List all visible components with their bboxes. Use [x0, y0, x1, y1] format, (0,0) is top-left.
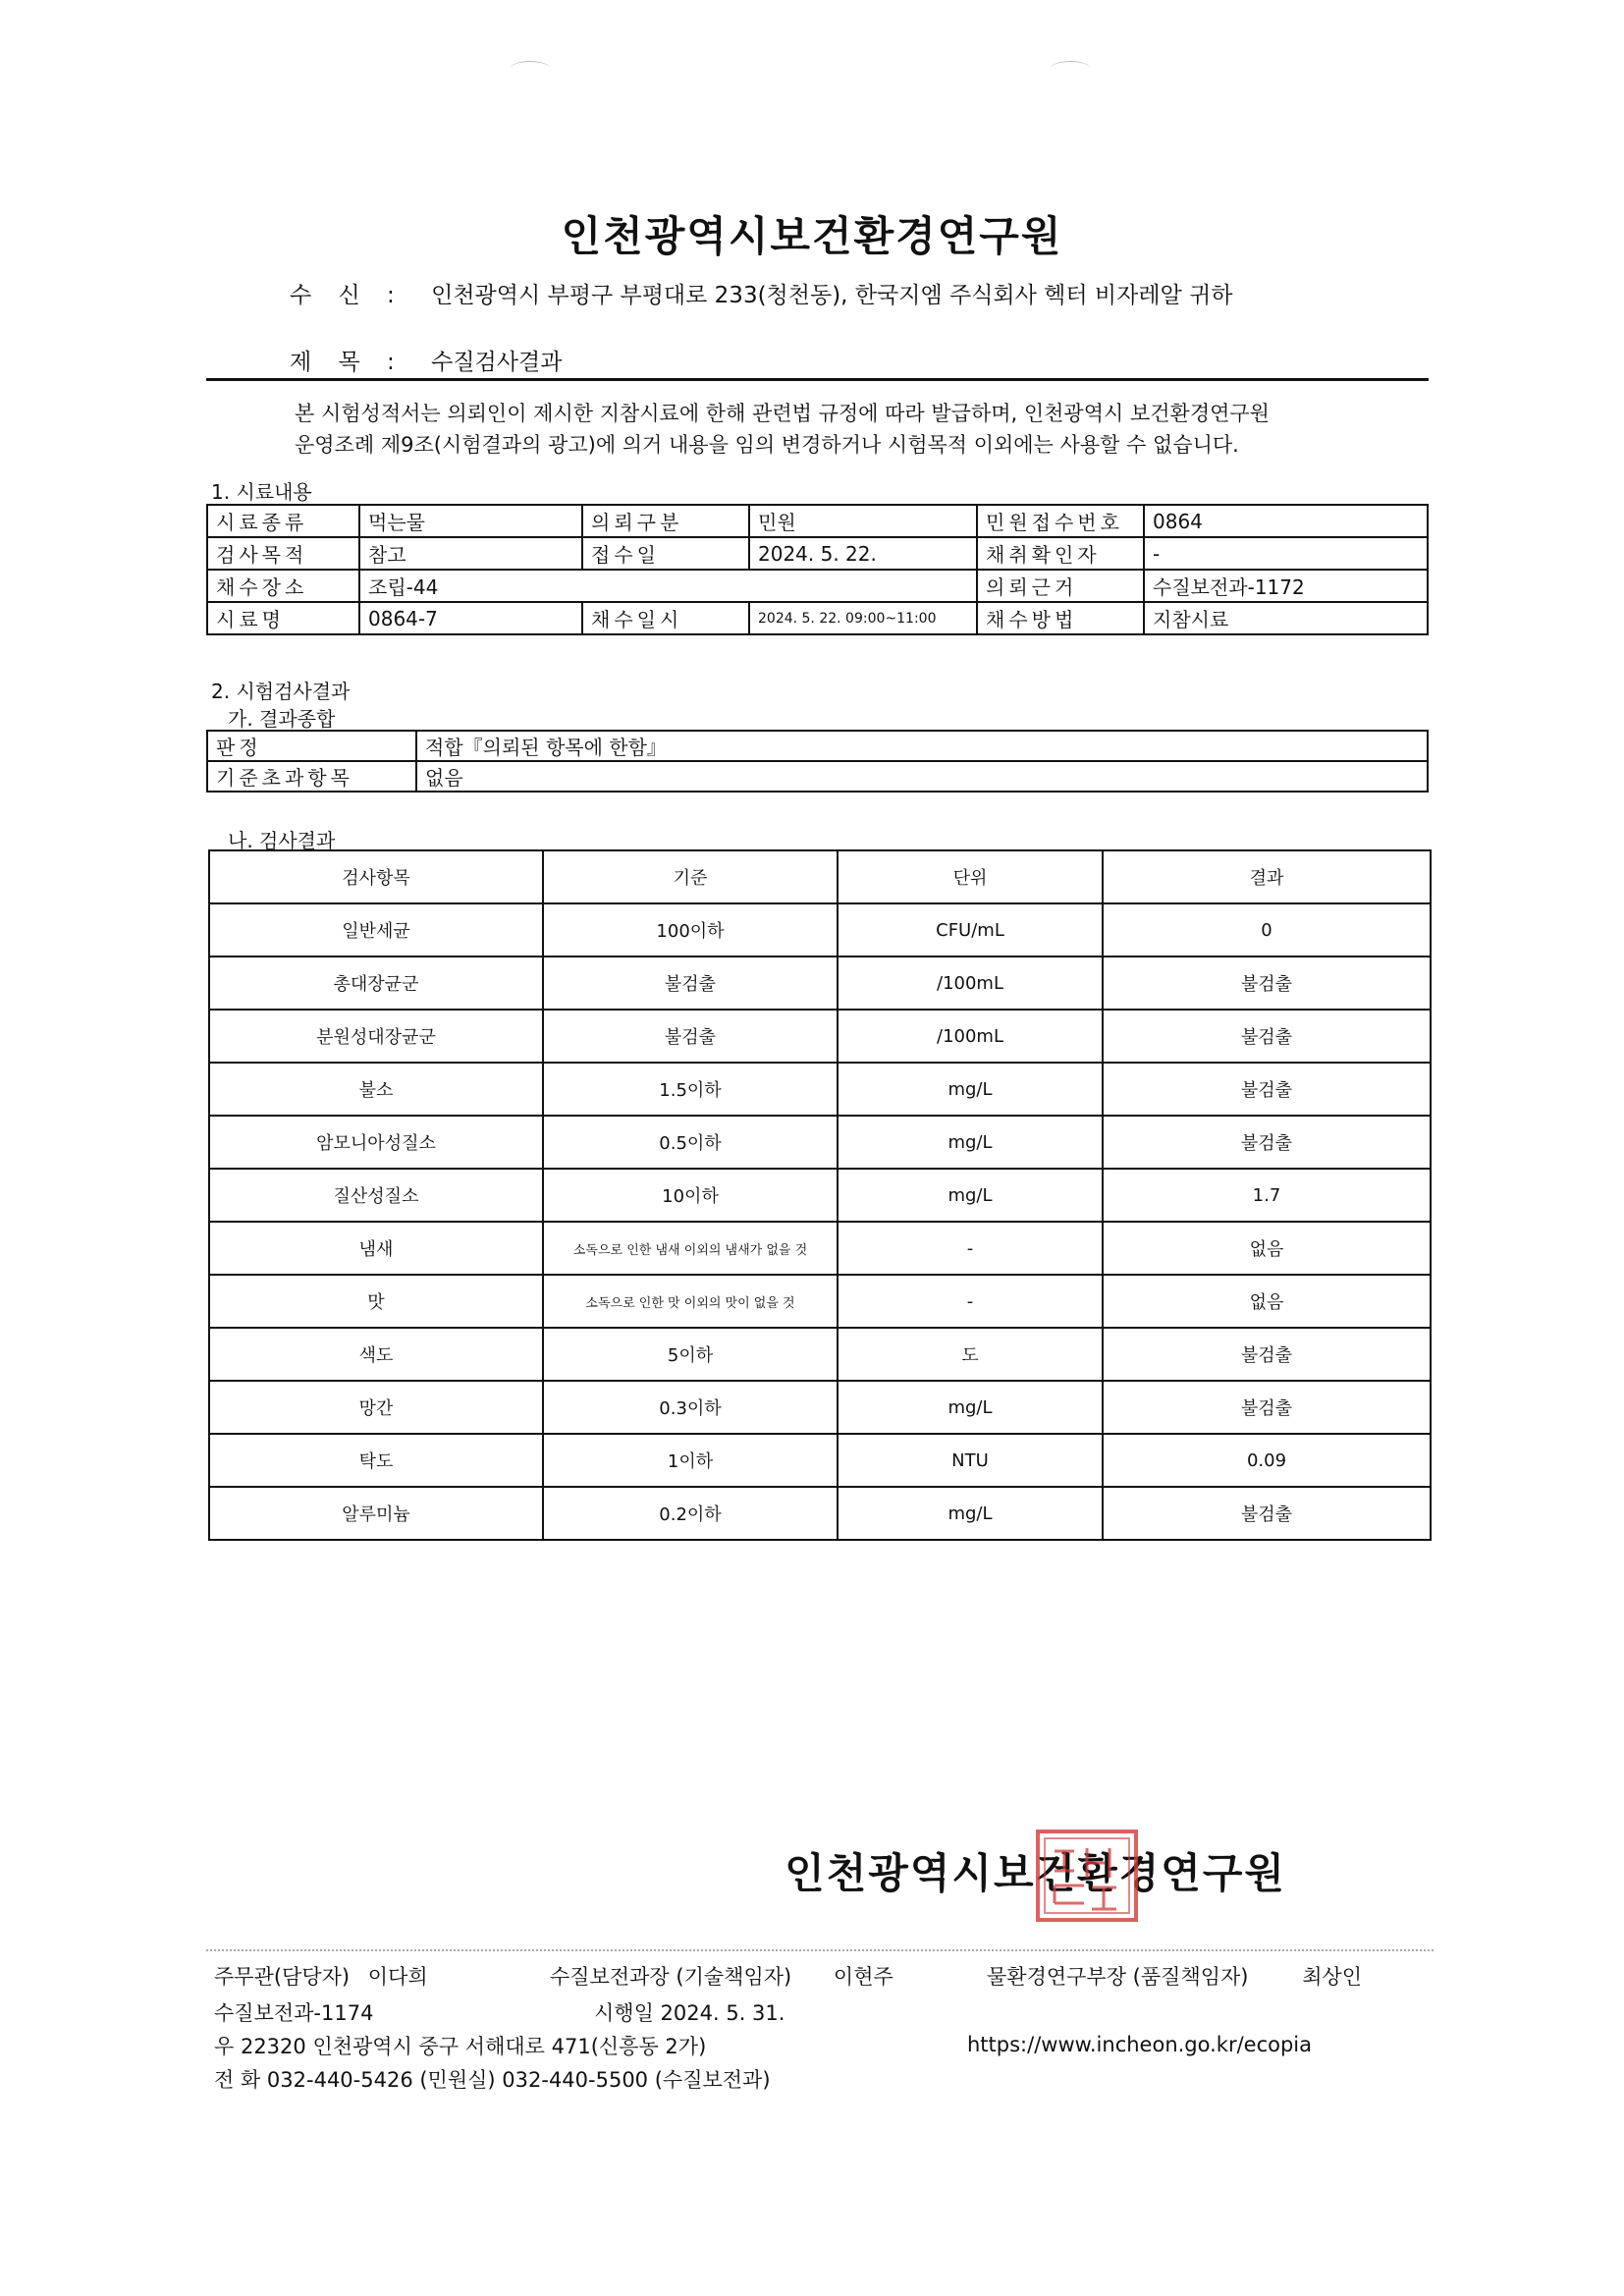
officer-name: 이다희 — [367, 1965, 428, 1989]
test-unit: - — [838, 1222, 1103, 1275]
test-result: 불검출 — [1103, 1116, 1431, 1169]
test-standard: 1.5이하 — [543, 1063, 838, 1116]
table-row — [207, 537, 1428, 570]
test-result: 불검출 — [1103, 1381, 1431, 1434]
test-result: 0 — [1103, 903, 1431, 957]
test-standard: 불검출 — [543, 1010, 838, 1063]
test-result: 1.7 — [1103, 1169, 1431, 1222]
table-row — [209, 1222, 1431, 1275]
test-unit: /100mL — [838, 1010, 1103, 1063]
table-row — [209, 1434, 1431, 1487]
test-item: 총대장균군 — [209, 957, 543, 1010]
scan-mark — [511, 61, 550, 76]
recipient-row — [290, 277, 1233, 309]
table-row — [209, 903, 1431, 957]
test-unit: mg/L — [838, 1116, 1103, 1169]
table-header-row — [209, 850, 1431, 903]
test-item: 냄새 — [209, 1222, 543, 1275]
test-standard: 10이하 — [543, 1169, 838, 1222]
method-label: 채수방법 — [977, 602, 1144, 634]
purpose-label: 검사목적 — [207, 537, 359, 570]
test-unit: CFU/mL — [838, 903, 1103, 957]
test-standard: 0.2이하 — [543, 1487, 838, 1540]
test-result: 불검출 — [1103, 1328, 1431, 1381]
test-unit: mg/L — [838, 1381, 1103, 1434]
recipient-label: 수 신 : — [290, 283, 405, 308]
table-row — [209, 1010, 1431, 1063]
issue-date: 시행일 2024. 5. 31. — [594, 2001, 785, 2025]
table-row — [209, 1487, 1431, 1540]
test-result: 없음 — [1103, 1222, 1431, 1275]
test-result: 없음 — [1103, 1275, 1431, 1328]
confirmer-label: 채취확인자 — [977, 537, 1144, 570]
test-standard: 1이하 — [543, 1434, 838, 1487]
basis-value: 수질보전과-1172 — [1144, 570, 1428, 602]
test-standard: 5이하 — [543, 1328, 838, 1381]
test-item: 알루미늄 — [209, 1487, 543, 1540]
notice-line-2: 운영조례 제9조(시험결과의 광고)에 의거 내용을 임의 변경하거나 시험목적 이외에는 사용할 수 없습니다. — [295, 433, 1239, 457]
test-item: 암모니아성질소 — [209, 1116, 543, 1169]
address: 우 22320 인천광역시 중구 서해대로 471(신흥동 2가) — [214, 2035, 707, 2058]
sample-type-value: 먹는물 — [359, 505, 582, 537]
test-item: 일반세균 — [209, 903, 543, 957]
document-number: 수질보전과-1174 — [214, 2001, 374, 2025]
test-standard: 100이하 — [543, 903, 838, 957]
column-header: 검사항목 — [209, 850, 543, 903]
sample-type-label: 시료종류 — [207, 505, 359, 537]
test-unit: - — [838, 1275, 1103, 1328]
location-value: 조립-44 — [359, 570, 977, 602]
dept-head-name: 최상인 — [1302, 1965, 1363, 1989]
request-type-label: 의뢰구분 — [582, 505, 749, 537]
test-unit: mg/L — [838, 1063, 1103, 1116]
website-link[interactable]: https://www.incheon.go.kr/ecopia — [967, 2033, 1313, 2056]
table-row — [207, 570, 1428, 602]
subject-value: 수질검사결과 — [431, 350, 563, 375]
table-row — [209, 1116, 1431, 1169]
test-standard: 소독으로 인한 냄새 이외의 냄새가 없을 것 — [543, 1222, 838, 1275]
test-item: 색도 — [209, 1328, 543, 1381]
test-result: 불검출 — [1103, 957, 1431, 1010]
received-value: 2024. 5. 22. — [749, 537, 977, 570]
received-label: 접수일 — [582, 537, 749, 570]
sample-name-label: 시료명 — [207, 602, 359, 634]
test-result: 불검출 — [1103, 1487, 1431, 1540]
phone: 전 화 032-440-5426 (민원실) 032-440-5500 (수질보전과) — [214, 2068, 771, 2092]
subject-label: 제 목 : — [290, 350, 405, 375]
section-chief — [550, 1961, 893, 1991]
test-standard: 0.5이하 — [543, 1116, 838, 1169]
test-results-table — [208, 849, 1432, 1541]
method-value: 지참시료 — [1144, 602, 1428, 634]
issuer-name: 인천광역시보건환경연구원 — [785, 1849, 1286, 1897]
test-unit: 도 — [838, 1328, 1103, 1381]
sample-info-table — [206, 504, 1429, 635]
test-item: 불소 — [209, 1063, 543, 1116]
column-header: 기준 — [543, 850, 838, 903]
test-result: 불검출 — [1103, 1063, 1431, 1116]
exceed-label: 기준초과항목 — [207, 761, 416, 792]
section-1-title: 1. 시료내용 — [211, 480, 312, 504]
section-chief-role: 수질보전과장 (기술책임자) — [550, 1965, 792, 1989]
test-item: 망간 — [209, 1381, 543, 1434]
document-title: 인천광역시보건환경연구원 — [561, 212, 1063, 260]
table-row — [207, 761, 1428, 792]
column-header: 결과 — [1103, 850, 1431, 903]
subject-row — [290, 344, 562, 376]
scan-mark — [1051, 61, 1090, 76]
header-rule — [206, 378, 1429, 381]
table-row — [209, 1275, 1431, 1328]
section-2a-title: 가. 결과종합 — [228, 707, 336, 731]
test-standard: 소독으로 인한 맛 이외의 맛이 없을 것 — [543, 1275, 838, 1328]
purpose-value: 참고 — [359, 537, 582, 570]
test-standard: 0.3이하 — [543, 1381, 838, 1434]
test-item: 분원성대장균군 — [209, 1010, 543, 1063]
table-row — [209, 957, 1431, 1010]
test-unit: /100mL — [838, 957, 1103, 1010]
recipient-value: 인천광역시 부평구 부평대로 233(청천동), 한국지엠 주식회사 헥터 비자레알 귀하 — [431, 283, 1233, 308]
section-2-title: 2. 시험검사결과 — [211, 680, 351, 703]
complaint-no-value: 0864 — [1144, 505, 1428, 537]
footer-divider — [206, 1949, 1434, 1951]
confirmer-value: - — [1144, 537, 1428, 570]
judgement-value: 적합『의뢰된 항목에 한함』 — [416, 731, 1428, 761]
location-label: 채수장소 — [207, 570, 359, 602]
officer-role: 주무관(담당자) — [214, 1965, 351, 1989]
notice-line-1: 본 시험성적서는 의뢰인이 제시한 지참시료에 한해 관련법 규정에 따라 발급하며, 인천광역시 보건환경연구원 — [295, 402, 1270, 425]
basis-label: 의뢰근거 — [977, 570, 1144, 602]
table-row — [207, 602, 1428, 634]
sample-name-value: 0864-7 — [359, 602, 582, 634]
section-chief-name: 이현주 — [833, 1965, 893, 1989]
officer — [214, 1961, 428, 1991]
table-row — [207, 731, 1428, 761]
sampling-time-value: 2024. 5. 22. 09:00~11:00 — [749, 602, 977, 634]
section-2b-title: 나. 검사결과 — [228, 829, 336, 852]
official-seal-icon — [1033, 1827, 1141, 1925]
table-row — [207, 505, 1428, 537]
table-row — [209, 1169, 1431, 1222]
sampling-time-label: 채수일시 — [582, 602, 749, 634]
table-row — [209, 1381, 1431, 1434]
column-header: 단위 — [838, 850, 1103, 903]
dept-head-role: 물환경연구부장 (품질책임자) — [987, 1965, 1249, 1989]
test-standard: 불검출 — [543, 957, 838, 1010]
test-result: 0.09 — [1103, 1434, 1431, 1487]
exceed-value: 없음 — [416, 761, 1428, 792]
complaint-no-label: 민원접수번호 — [977, 505, 1144, 537]
request-type-value: 민원 — [749, 505, 977, 537]
test-result: 불검출 — [1103, 1010, 1431, 1063]
test-unit: NTU — [838, 1434, 1103, 1487]
table-row — [209, 1328, 1431, 1381]
dept-head — [987, 1961, 1362, 1991]
table-row — [209, 1063, 1431, 1116]
test-unit: mg/L — [838, 1487, 1103, 1540]
result-summary-table — [206, 730, 1429, 793]
test-unit: mg/L — [838, 1169, 1103, 1222]
notice — [295, 398, 1434, 461]
judgement-label: 판정 — [207, 731, 416, 761]
test-item: 맛 — [209, 1275, 543, 1328]
test-item: 탁도 — [209, 1434, 543, 1487]
test-item: 질산성질소 — [209, 1169, 543, 1222]
